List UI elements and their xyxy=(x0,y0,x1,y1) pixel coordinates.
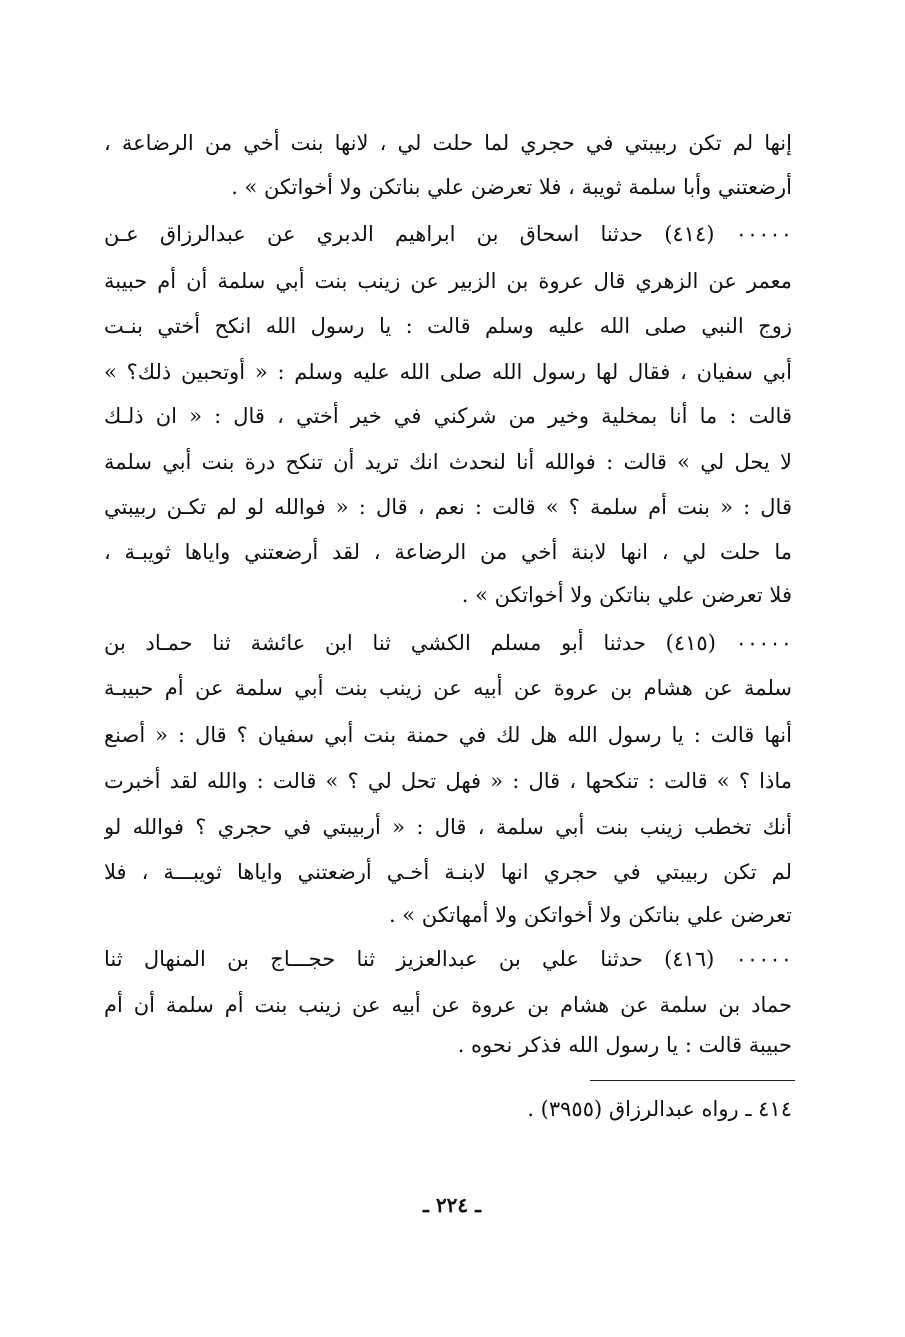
text-line-13: سلمة عن هشام بن عروة عن أبيه عن زينب بنت أبي سلمة عن أم حبيبـة xyxy=(104,676,792,700)
text-line-2: أرضعتني وأبا سلمة ثويبة ، فلا تعرضن علي بناتكن ولا أخواتكن » . xyxy=(231,175,792,199)
text-line-14: أنها قالت : يا رسول الله هل لك في حمنة بنت أبي سفيان ؟ قال : « أصنع xyxy=(104,723,792,747)
text-line-20: حماد بن سلمة عن هشام بن عروة عن أبيه عن زينب بنت أم سلمة أن أم xyxy=(104,993,792,1017)
text-line-19: ٠٠٠٠٠ (٤١٦) حدثنا علي بن عبدالعزيز ثنا حجـــاج بن المنهال ثنا xyxy=(104,947,792,971)
page-number: ـ ٢٢٤ ـ xyxy=(423,1193,481,1217)
text-line-17: لم تكن ربيبتي في حجري انها لابنـة أخـي أرضعتني واياها ثويبـــة ، فلا xyxy=(104,860,792,884)
text-line-5: زوج النبي صلى الله عليه وسلم قالت : يا رسول الله انكح أختي بنـت xyxy=(104,314,792,338)
text-line-9: قال : « بنت أم سلمة ؟ » قالت : نعم ، قال : « فوالله لو لم تكـن ربيبتي xyxy=(104,495,792,519)
text-line-10: ما حلت لي ، انها لابنة أخي من الرضاعة ، لقد أرضعتني واياها ثويبـة ، xyxy=(104,540,792,564)
text-line-12: ٠٠٠٠٠ (٤١٥) حدثنا أبو مسلم الكشي ثنا ابن عائشة ثنا حمـاد بن xyxy=(104,631,792,655)
text-line-21: حبيبة قالت : يا رسول الله فذكر نحوه . xyxy=(457,1033,792,1057)
text-line-18: تعرضن علي بناتكن ولا أخواتكن ولا أمهاتكن » . xyxy=(388,903,792,927)
text-line-15: ماذا ؟ » قالت : تنكحها ، قال : « فهل تحل لي ؟ » قالت : والله لقد أخبرت xyxy=(104,769,792,793)
text-line-8: لا يحل لي » قالت : فوالله أنا لنحدث انك تريد أن تنكح درة بنت أبي سلمة xyxy=(104,450,792,474)
footnote: ٤١٤ ـ رواه عبدالرزاق (٣٩٥٥) . xyxy=(527,1097,792,1121)
text-line-4: معمر عن الزهري قال عروة بن الزبير عن زينب بنت أبي سلمة أن أم حبيبة xyxy=(104,269,792,293)
footnote-divider xyxy=(590,1080,795,1081)
text-line-1: إنها لم تكن ربيبتي في حجري لما حلت لي ، لانها بنت أخي من الرضاعة ، xyxy=(104,131,792,155)
text-line-7: قالت : ما أنا بمخلية وخير من شركني في خير أختي ، قال : « ان ذلـك xyxy=(104,404,792,428)
text-line-6: أبي سفيان ، فقال لها رسول الله صلى الله عليه وسلم : « أوتحبين ذلك؟ » xyxy=(104,360,792,384)
text-line-11: فلا تعرضن علي بناتكن ولا أخواتكن » . xyxy=(461,583,792,607)
text-line-3: ٠٠٠٠٠ (٤١٤) حدثنا اسحاق بن ابراهيم الدبري عن عبدالرزاق عـن xyxy=(104,222,792,246)
text-line-16: أنك تخطب زينب بنت أبي سلمة ، قال : « أربيبتي في حجري ؟ فوالله لو xyxy=(104,815,792,839)
